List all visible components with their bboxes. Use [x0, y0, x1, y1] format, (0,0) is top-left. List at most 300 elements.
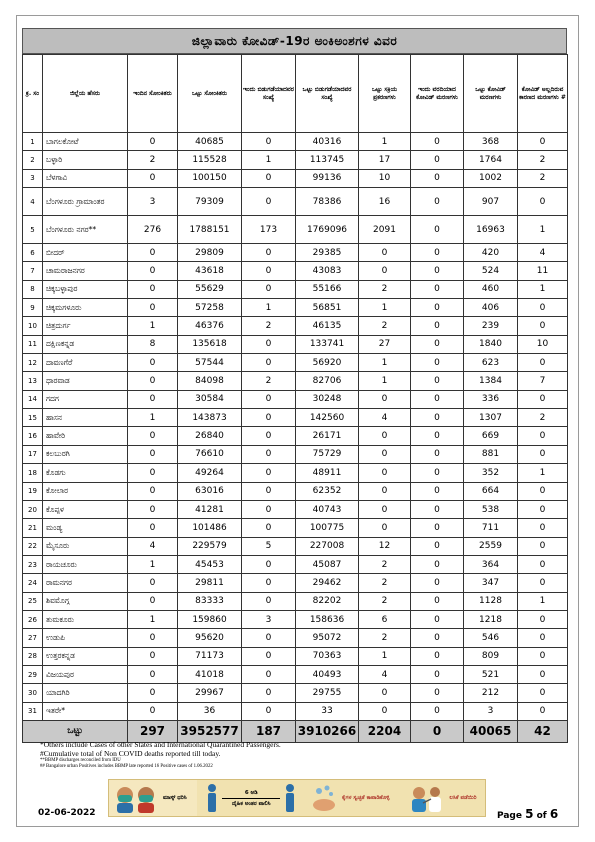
table-cell: 27: [359, 335, 411, 353]
district-name: ಹಾಸನ: [43, 409, 128, 427]
table-cell: 41018: [178, 665, 242, 683]
table-cell: 0: [128, 299, 178, 317]
col-header-district: ಜಿಲ್ಲೆಯ ಹೆಸರು: [43, 55, 128, 133]
table-cell: 3: [464, 702, 518, 720]
page-title: ಜಿಲ್ಲಾವಾರು ಕೋವಿಡ್-19ರ ಅಂಕಿಅಂಶಗಳ ವಿವರ: [22, 28, 567, 54]
table-cell: 0: [518, 647, 568, 665]
table-cell: 43083: [296, 262, 359, 280]
table-row: [23, 500, 568, 518]
table-cell: 0: [518, 574, 568, 592]
total-cell: 3952577: [178, 720, 242, 742]
table-cell: 0: [411, 317, 464, 335]
table-row: [23, 592, 568, 610]
table-row: [23, 665, 568, 683]
table-cell: 0: [128, 684, 178, 702]
table-cell: 26171: [296, 427, 359, 445]
table-cell: 8: [128, 335, 178, 353]
table-cell: 0: [242, 188, 296, 216]
table-cell: 0: [242, 519, 296, 537]
district-name: ಬೆಂಗಳೂರು ಗ್ರಾಮಾಂತರ: [43, 188, 128, 216]
table-cell: 0: [242, 390, 296, 408]
table-cell: 0: [128, 702, 178, 720]
col-header-today-discharged: ಇಂದು ಬಿಡುಗಡೆಯಾದವರ ಸಂಖ್ಯೆ: [242, 55, 296, 133]
table-cell: 2: [359, 629, 411, 647]
district-name: ಕಲಬುರಗಿ: [43, 445, 128, 463]
page-number: [497, 807, 558, 821]
table-cell: 2: [242, 372, 296, 390]
total-cell: 40065: [464, 720, 518, 742]
table-cell: 56920: [296, 354, 359, 372]
total-cell: 42: [518, 720, 568, 742]
table-cell: 368: [464, 133, 518, 151]
banner-vaccine-text: ಲಸಿಕೆ ಪಡೆಯಿರಿ: [449, 795, 477, 801]
table-cell: 113745: [296, 151, 359, 169]
table-cell: 83333: [178, 592, 242, 610]
table-cell: 0: [518, 665, 568, 683]
table-cell: 1: [242, 151, 296, 169]
table-cell: 0: [242, 574, 296, 592]
table-cell: 0: [411, 482, 464, 500]
banner-mask-text: ಮಾಸ್ಕ್ ಧರಿಸಿ: [163, 795, 187, 801]
table-cell: 48911: [296, 464, 359, 482]
table-cell: 1: [359, 354, 411, 372]
table-cell: 0: [128, 500, 178, 518]
table-cell: 0: [242, 629, 296, 647]
total-cell: 3910266: [296, 720, 359, 742]
table-cell: 0: [411, 519, 464, 537]
banner-distance-text: ದೈಹಿಕ ಅಂತರ ಪಾಲಿಸಿ: [231, 800, 271, 807]
col-header-serial: ಕ್ರ. ಸಂ: [23, 55, 43, 133]
col-header-today-positive: ಇಂದಿನ ಸೋಂಕಿತರು: [128, 55, 178, 133]
table-cell: 16: [359, 188, 411, 216]
table-cell: 0: [359, 464, 411, 482]
table-row: [23, 409, 568, 427]
table-cell: 0: [359, 500, 411, 518]
table-cell: 276: [128, 216, 178, 244]
table-cell: 1: [359, 133, 411, 151]
table-cell: 0: [518, 519, 568, 537]
col-header-today-deaths: ಇಂದು ವರದಿಯಾದ ಕೋವಿಡ್ ಮರಣಗಳು: [411, 55, 464, 133]
table-cell: 82202: [296, 592, 359, 610]
total-cell: 297: [128, 720, 178, 742]
table-cell: 0: [359, 702, 411, 720]
table-cell: 100775: [296, 519, 359, 537]
table-cell: 1: [359, 372, 411, 390]
table-cell: 2: [128, 151, 178, 169]
table-cell: 29809: [178, 244, 242, 262]
table-cell: 7: [518, 372, 568, 390]
table-cell: 16963: [464, 216, 518, 244]
table-cell: 143873: [178, 409, 242, 427]
vaccine-icon: [409, 783, 445, 813]
table-cell: 0: [128, 592, 178, 610]
table-cell: 0: [411, 665, 464, 683]
district-name: ಬಾಗಲಕೋಟೆ: [43, 133, 128, 151]
table-cell: 10: [359, 169, 411, 187]
table-cell: 29967: [178, 684, 242, 702]
table-cell: 46135: [296, 317, 359, 335]
district-name: ರಾಮನಗರ: [43, 574, 128, 592]
footnotes: [40, 740, 540, 770]
table-cell: 2: [359, 574, 411, 592]
table-cell: 0: [242, 409, 296, 427]
table-cell: 1: [128, 555, 178, 573]
table-cell: 0: [411, 390, 464, 408]
table-cell: 82706: [296, 372, 359, 390]
banner-mask: [109, 780, 197, 816]
table-cell: 352: [464, 464, 518, 482]
table-cell: 2: [242, 317, 296, 335]
row-serial: 26: [23, 610, 43, 628]
row-serial: 21: [23, 519, 43, 537]
row-serial: 2: [23, 151, 43, 169]
table-cell: 0: [359, 684, 411, 702]
table-cell: 4: [128, 537, 178, 555]
table-cell: 71173: [178, 647, 242, 665]
table-cell: 99136: [296, 169, 359, 187]
district-covid-table: [22, 54, 568, 743]
district-name: ಇತರೇ*: [43, 702, 128, 720]
table-cell: 538: [464, 500, 518, 518]
table-cell: 46376: [178, 317, 242, 335]
table-cell: 0: [242, 647, 296, 665]
table-row: [23, 482, 568, 500]
table-cell: 158636: [296, 610, 359, 628]
district-name: ಕೊಡಗು: [43, 464, 128, 482]
table-cell: 0: [128, 665, 178, 683]
table-cell: 2559: [464, 537, 518, 555]
table-cell: 0: [411, 299, 464, 317]
table-cell: 0: [128, 244, 178, 262]
table-cell: 12: [359, 537, 411, 555]
table-cell: 4: [359, 665, 411, 683]
table-cell: 0: [411, 684, 464, 702]
table-cell: 40685: [178, 133, 242, 151]
district-name: ಮೈಸೂರು: [43, 537, 128, 555]
table-cell: 1128: [464, 592, 518, 610]
row-serial: 7: [23, 262, 43, 280]
district-name: ಕೊಪ್ಪಳ: [43, 500, 128, 518]
person-icon: [284, 783, 296, 813]
table-cell: 0: [128, 262, 178, 280]
table-row: [23, 169, 568, 187]
table-cell: 133741: [296, 335, 359, 353]
total-cell: 0: [411, 720, 464, 742]
table-cell: 0: [242, 335, 296, 353]
table-cell: 0: [411, 335, 464, 353]
table-cell: 0: [411, 500, 464, 518]
district-name: ದಕ್ಷಿಣಕನ್ನಡ: [43, 335, 128, 353]
table-cell: 1: [128, 409, 178, 427]
row-serial: 4: [23, 188, 43, 216]
footnote-others: *Others include Cases of other States and International Quarantined Passengers.: [40, 740, 281, 749]
table-row: [23, 702, 568, 720]
table-cell: 0: [411, 702, 464, 720]
table-cell: 664: [464, 482, 518, 500]
row-serial: 14: [23, 390, 43, 408]
table-cell: 40316: [296, 133, 359, 151]
table-cell: 0: [411, 409, 464, 427]
table-row: [23, 684, 568, 702]
table-cell: 0: [128, 464, 178, 482]
table-cell: 1: [518, 280, 568, 298]
table-cell: 0: [411, 647, 464, 665]
district-name: ಶಿವಮೊಗ್ಗ: [43, 592, 128, 610]
table-cell: 0: [411, 280, 464, 298]
banner-hands-text: ಕೈಗಳ ಸ್ವಚ್ಛತೆ ಕಾಪಾಡಿಕೊಳ್ಳಿ: [341, 795, 390, 801]
table-row: [23, 610, 568, 628]
table-row: [23, 317, 568, 335]
col-header-total-deaths: ಒಟ್ಟು ಕೋವಿಡ್ ಮರಣಗಳು: [464, 55, 518, 133]
table-cell: 0: [242, 244, 296, 262]
table-cell: 11: [518, 262, 568, 280]
table-cell: 0: [242, 555, 296, 573]
table-cell: 1788151: [178, 216, 242, 244]
table-cell: 76610: [178, 445, 242, 463]
table-cell: 0: [242, 354, 296, 372]
banner-hands: [306, 780, 405, 816]
row-serial: 31: [23, 702, 43, 720]
table-cell: 1: [128, 610, 178, 628]
table-cell: 881: [464, 445, 518, 463]
table-cell: 95072: [296, 629, 359, 647]
table-cell: 907: [464, 188, 518, 216]
table-cell: 227008: [296, 537, 359, 555]
table-cell: 40743: [296, 500, 359, 518]
footnote-bangalore: ## Bangalore urban Positives includes BBMP late reported 16 Positive cases of 1.06.2022: [40, 764, 213, 769]
page-total: 6: [549, 807, 559, 821]
table-cell: 63016: [178, 482, 242, 500]
table-cell: 0: [411, 555, 464, 573]
table-cell: 2: [359, 592, 411, 610]
table-cell: 0: [518, 702, 568, 720]
table-cell: 1: [359, 299, 411, 317]
table-cell: 57258: [178, 299, 242, 317]
table-row: [23, 151, 568, 169]
table-cell: 3: [242, 610, 296, 628]
table-cell: 79309: [178, 188, 242, 216]
table-cell: 0: [359, 482, 411, 500]
row-serial: 5: [23, 216, 43, 244]
col-header-total-discharged: ಒಟ್ಟು ಬಿಡುಗಡೆಯಾದವರ ಸಂಖ್ಯೆ: [296, 55, 359, 133]
table-cell: 26840: [178, 427, 242, 445]
table-cell: 0: [411, 262, 464, 280]
table-row: [23, 647, 568, 665]
table-cell: 0: [242, 280, 296, 298]
table-cell: 29811: [178, 574, 242, 592]
table-cell: 70363: [296, 647, 359, 665]
table-cell: 0: [128, 280, 178, 298]
row-serial: 10: [23, 317, 43, 335]
row-serial: 27: [23, 629, 43, 647]
table-cell: 1: [128, 317, 178, 335]
report-date: 02-06-2022: [38, 808, 96, 818]
table-row: [23, 519, 568, 537]
table-row: [23, 335, 568, 353]
district-name: ಚಿತ್ರದುರ್ಗ: [43, 317, 128, 335]
table-cell: 0: [518, 555, 568, 573]
table-cell: 524: [464, 262, 518, 280]
table-cell: 0: [128, 354, 178, 372]
table-cell: 0: [411, 610, 464, 628]
table-cell: 239: [464, 317, 518, 335]
table-cell: 0: [518, 354, 568, 372]
district-name: ಯಾದಗಿರಿ: [43, 684, 128, 702]
table-cell: 0: [411, 464, 464, 482]
table-row: [23, 244, 568, 262]
table-cell: 0: [242, 445, 296, 463]
row-serial: 3: [23, 169, 43, 187]
table-cell: 4: [359, 409, 411, 427]
table-cell: 0: [242, 665, 296, 683]
table-row: [23, 372, 568, 390]
footnote-non-covid: #Cumulative total of Non COVID deaths reported till today.: [40, 749, 221, 758]
table-cell: 6: [359, 610, 411, 628]
table-cell: 4: [518, 244, 568, 262]
table-row: [23, 537, 568, 555]
safety-banner: [108, 779, 486, 817]
row-serial: 15: [23, 409, 43, 427]
col-header-total-positive: ಒಟ್ಟು ಸೋಂಕಿತರು: [178, 55, 242, 133]
table-cell: 0: [411, 537, 464, 555]
table-cell: 29462: [296, 574, 359, 592]
row-serial: 18: [23, 464, 43, 482]
banner-vaccine: [405, 780, 485, 816]
table-cell: 420: [464, 244, 518, 262]
table-cell: 0: [411, 244, 464, 262]
row-serial: 16: [23, 427, 43, 445]
table-cell: 0: [359, 390, 411, 408]
table-cell: 84098: [178, 372, 242, 390]
table-cell: 0: [411, 216, 464, 244]
district-name: ಉತ್ತರಕನ್ನಡ: [43, 647, 128, 665]
table-cell: 0: [128, 519, 178, 537]
table-row: [23, 216, 568, 244]
table-cell: 0: [128, 169, 178, 187]
table-cell: 0: [242, 427, 296, 445]
row-serial: 28: [23, 647, 43, 665]
table-cell: 49264: [178, 464, 242, 482]
table-cell: 101486: [178, 519, 242, 537]
row-serial: 25: [23, 592, 43, 610]
table-row: [23, 574, 568, 592]
table-cell: 0: [128, 482, 178, 500]
table-cell: 546: [464, 629, 518, 647]
table-cell: 55629: [178, 280, 242, 298]
table-cell: 0: [128, 445, 178, 463]
table-cell: 0: [518, 684, 568, 702]
person-icon: [206, 783, 218, 813]
table-cell: 0: [518, 299, 568, 317]
table-cell: 0: [518, 445, 568, 463]
table-row: [23, 188, 568, 216]
table-cell: 56851: [296, 299, 359, 317]
table-cell: 1: [518, 464, 568, 482]
table-cell: 0: [242, 464, 296, 482]
table-row: [23, 262, 568, 280]
table-cell: 1: [359, 647, 411, 665]
table-row: [23, 390, 568, 408]
table-cell: 521: [464, 665, 518, 683]
table-row: [23, 445, 568, 463]
table-cell: 229579: [178, 537, 242, 555]
table-cell: 1840: [464, 335, 518, 353]
table-cell: 2: [359, 280, 411, 298]
row-serial: 29: [23, 665, 43, 683]
table-cell: 669: [464, 427, 518, 445]
district-name: ತುಮಕೂರು: [43, 610, 128, 628]
table-cell: 0: [518, 537, 568, 555]
district-name: ಬೀದರ್: [43, 244, 128, 262]
district-name: ಚಿಕ್ಕಮಗಳೂರು: [43, 299, 128, 317]
table-cell: 43618: [178, 262, 242, 280]
table-cell: 45453: [178, 555, 242, 573]
page-prefix: Page: [497, 811, 522, 821]
table-cell: 0: [128, 390, 178, 408]
table-cell: 460: [464, 280, 518, 298]
table-cell: 0: [518, 133, 568, 151]
row-serial: 22: [23, 537, 43, 555]
district-name: ಕೋಲಾರ: [43, 482, 128, 500]
table-cell: 0: [242, 169, 296, 187]
table-cell: 5: [242, 537, 296, 555]
row-serial: 30: [23, 684, 43, 702]
table-cell: 1384: [464, 372, 518, 390]
table-cell: 0: [411, 592, 464, 610]
total-cell: 2204: [359, 720, 411, 742]
table-cell: 41281: [178, 500, 242, 518]
district-name: ಮಂಡ್ಯ: [43, 519, 128, 537]
table-cell: 0: [411, 427, 464, 445]
table-cell: 57544: [178, 354, 242, 372]
table-cell: 1307: [464, 409, 518, 427]
table-cell: 711: [464, 519, 518, 537]
table-cell: 2: [359, 317, 411, 335]
table-cell: 45087: [296, 555, 359, 573]
table-cell: 0: [518, 390, 568, 408]
table-cell: 364: [464, 555, 518, 573]
table-cell: 1: [242, 299, 296, 317]
row-serial: 1: [23, 133, 43, 151]
district-name: ಉಡುಪಿ: [43, 629, 128, 647]
table-cell: 2: [518, 169, 568, 187]
table-cell: 0: [518, 500, 568, 518]
table-cell: 55166: [296, 280, 359, 298]
table-cell: 0: [359, 262, 411, 280]
table-cell: 0: [359, 445, 411, 463]
table-cell: 2091: [359, 216, 411, 244]
table-cell: 95620: [178, 629, 242, 647]
table-cell: 0: [242, 702, 296, 720]
table-cell: 1: [518, 592, 568, 610]
banner-distance-num: 6 ಅಡಿ: [244, 789, 258, 796]
table-cell: 0: [242, 592, 296, 610]
table-cell: 142560: [296, 409, 359, 427]
row-serial: 11: [23, 335, 43, 353]
table-cell: 0: [518, 427, 568, 445]
table-cell: 100150: [178, 169, 242, 187]
page-of: of: [536, 811, 547, 821]
distance-arrow-icon: [222, 798, 280, 799]
table-cell: 0: [411, 151, 464, 169]
table-cell: 623: [464, 354, 518, 372]
table-cell: 0: [128, 574, 178, 592]
table-row: [23, 354, 568, 372]
table-cell: 30248: [296, 390, 359, 408]
table-cell: 1: [518, 216, 568, 244]
district-name: ಚಿಕ್ಕಬಳ್ಳಾಪುರ: [43, 280, 128, 298]
district-name: ಹಾವೇರಿ: [43, 427, 128, 445]
